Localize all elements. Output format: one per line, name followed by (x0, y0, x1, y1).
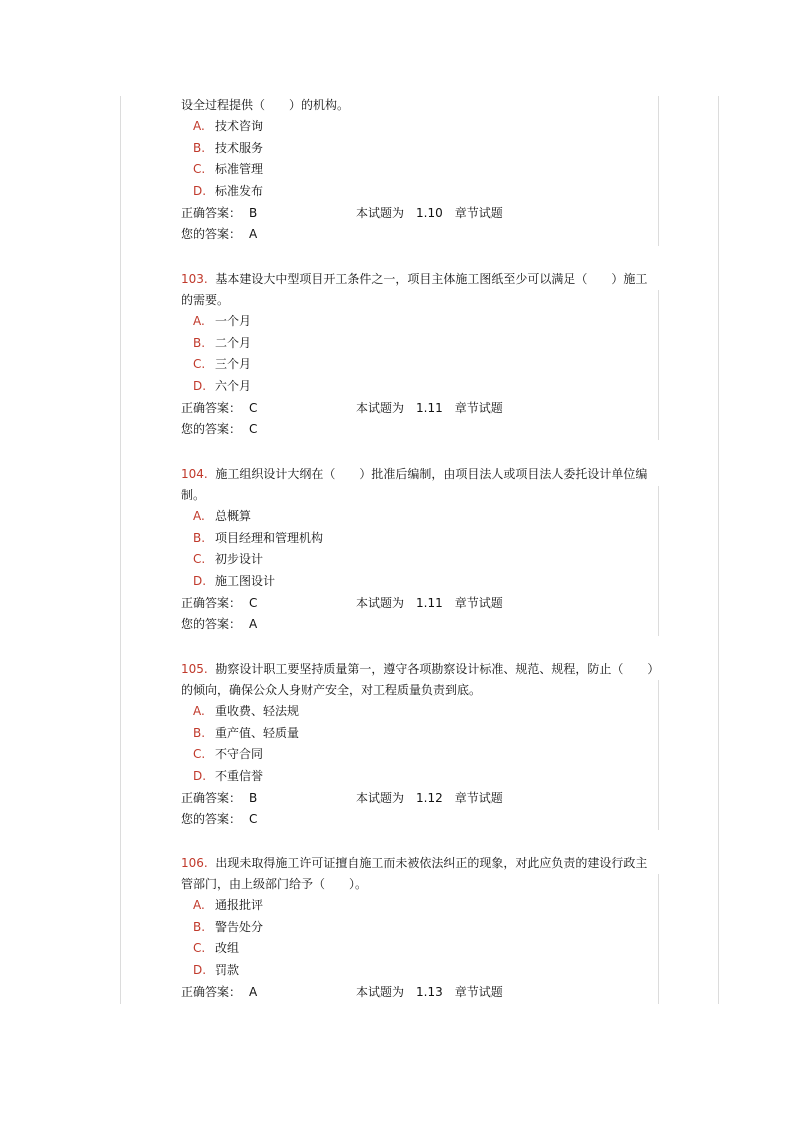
question-block (181, 659, 659, 831)
option-letter: B. (193, 919, 206, 934)
section-number: 1.11 (416, 595, 443, 610)
option-letter: D. (193, 574, 207, 589)
option-letter: C. (193, 941, 206, 956)
section-number: 1.13 (416, 984, 443, 999)
option-a (181, 895, 659, 917)
section-number: 1.10 (416, 205, 443, 220)
your-answer-label: 您的答案： (181, 617, 242, 632)
option-letter: C. (193, 747, 206, 762)
your-answer-value: A (249, 617, 258, 632)
correct-answer-row (181, 398, 659, 420)
your-answer-row (181, 224, 659, 246)
option-b (181, 917, 659, 939)
your-answer-value: A (249, 227, 258, 242)
option-text: 改组 (215, 941, 240, 956)
question-text: 施工组织设计大纲在（ ）批准后编制，由项目法人或项目法人委托设计单位编制。 (181, 467, 648, 502)
option-c (181, 744, 659, 766)
your-answer-row (181, 614, 659, 636)
option-a (181, 311, 659, 333)
option-a (181, 506, 659, 528)
option-text: 罚款 (215, 963, 240, 978)
section-number: 1.11 (416, 400, 443, 415)
option-text: 项目经理和管理机构 (215, 530, 324, 545)
option-text: 标准管理 (215, 162, 264, 177)
correct-answer-label: 正确答案： (181, 205, 242, 220)
section-label: 本试题为 (356, 595, 405, 610)
option-letter: C. (193, 552, 206, 567)
option-text: 技术咨询 (215, 119, 264, 133)
question-stem (181, 464, 659, 506)
your-answer-value: C (249, 812, 258, 827)
correct-answer-label: 正确答案： (181, 595, 242, 610)
option-letter: D. (193, 184, 207, 199)
section-number: 1.12 (416, 790, 443, 805)
section-label: 本试题为 (356, 790, 405, 805)
option-letter: D. (193, 769, 207, 784)
option-letter: B. (193, 530, 206, 545)
question-stem (181, 95, 659, 116)
correct-answer-value: A (249, 984, 258, 999)
option-b (181, 138, 659, 160)
option-letter: A. (193, 119, 205, 133)
correct-answer-value: C (249, 400, 258, 415)
correct-answer-value: B (249, 205, 258, 220)
chapter-label: 章节试题 (454, 205, 503, 220)
option-text: 标准发布 (215, 184, 264, 199)
correct-answer-row (181, 788, 659, 810)
option-d (181, 766, 659, 788)
option-text: 不守合同 (215, 747, 264, 762)
section-label: 本试题为 (356, 205, 405, 220)
chapter-label: 章节试题 (454, 790, 503, 805)
option-letter: D. (193, 963, 207, 978)
chapter-label: 章节试题 (454, 595, 503, 610)
question-text: 设全过程提供（ ）的机构。 (181, 98, 350, 112)
option-d (181, 376, 659, 398)
left-margin-rule (120, 96, 121, 1004)
option-text: 三个月 (215, 357, 252, 372)
question-block (181, 95, 659, 246)
option-b (181, 333, 659, 355)
correct-answer-label: 正确答案： (181, 790, 242, 805)
question-text: 出现未取得施工许可证擅自施工而未被依法纠正的现象，对此应负责的建设行政主管部门，由上级部门给予（ ）。 (181, 856, 648, 891)
correct-answer-row (181, 982, 659, 1004)
option-text: 初步设计 (215, 552, 264, 567)
correct-answer-value: B (249, 790, 258, 805)
correct-answer-label: 正确答案： (181, 400, 242, 415)
option-c (181, 159, 659, 181)
option-c (181, 549, 659, 571)
option-text: 六个月 (215, 379, 252, 394)
correct-answer-row (181, 203, 659, 225)
section-label: 本试题为 (356, 400, 405, 415)
option-letter: B. (193, 335, 206, 350)
question-number: 104. (181, 467, 208, 481)
correct-answer-label: 正确答案： (181, 984, 242, 999)
option-text: 技术服务 (215, 140, 264, 155)
option-text: 二个月 (215, 335, 252, 350)
your-answer-label: 您的答案： (181, 422, 242, 437)
option-c (181, 938, 659, 960)
question-stem (181, 853, 659, 895)
option-text: 一个月 (215, 314, 252, 328)
your-answer-label: 您的答案： (181, 227, 242, 242)
question-number: 106. (181, 856, 208, 870)
option-letter: C. (193, 357, 206, 372)
option-letter: A. (193, 898, 205, 912)
option-d (181, 181, 659, 203)
option-text: 警告处分 (215, 919, 264, 934)
your-answer-row (181, 419, 659, 441)
question-number: 105. (181, 662, 208, 676)
option-d (181, 960, 659, 982)
your-answer-value: C (249, 422, 258, 437)
chapter-label: 章节试题 (454, 400, 503, 415)
option-text: 重产值、轻质量 (215, 725, 300, 740)
correct-answer-row (181, 593, 659, 615)
question-block (181, 853, 659, 1003)
option-text: 通报批评 (215, 898, 264, 912)
question-text: 勘察设计职工要坚持质量第一，遵守各项勘察设计标准、规范、规程，防止（ ）的倾向，确保公众人身财产安全，对工程质量负责到底。 (181, 662, 654, 697)
option-letter: B. (193, 140, 206, 155)
question-block (181, 269, 659, 441)
option-letter: A. (193, 314, 205, 328)
option-letter: A. (193, 704, 205, 718)
question-number: 103. (181, 272, 208, 286)
option-letter: C. (193, 162, 206, 177)
option-text: 施工图设计 (215, 574, 276, 589)
option-a (181, 116, 659, 138)
option-b (181, 723, 659, 745)
right-margin-rule (718, 96, 719, 1004)
option-text: 重收费、轻法规 (215, 704, 300, 718)
question-stem (181, 269, 659, 311)
question-block (181, 464, 659, 636)
option-d (181, 571, 659, 593)
option-letter: A. (193, 509, 205, 523)
option-text: 不重信誉 (215, 769, 264, 784)
option-a (181, 701, 659, 723)
option-text: 总概算 (215, 509, 252, 523)
option-b (181, 528, 659, 550)
question-text: 基本建设大中型项目开工条件之一，项目主体施工图纸至少可以满足（ ）施工的需要。 (181, 272, 648, 307)
question-stem (181, 659, 659, 701)
chapter-label: 章节试题 (454, 984, 503, 999)
section-label: 本试题为 (356, 984, 405, 999)
correct-answer-value: C (249, 595, 258, 610)
your-answer-row (181, 809, 659, 831)
option-letter: B. (193, 725, 206, 740)
option-letter: D. (193, 379, 207, 394)
your-answer-label: 您的答案： (181, 812, 242, 827)
option-c (181, 354, 659, 376)
